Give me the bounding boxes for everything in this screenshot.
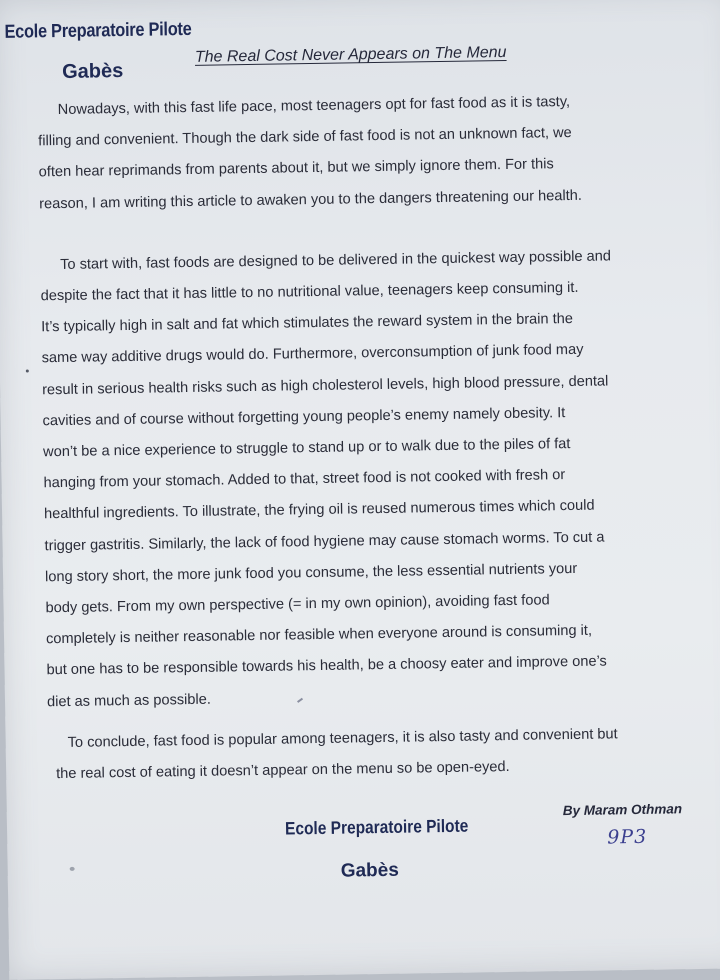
text-line: To start with, fast foods are designed to be delivered in the quickest way possible and — [60, 248, 612, 273]
text-line: won’t be a nice experience to struggle to stand up or to walk due to the piles of fat — [42, 436, 571, 461]
paragraph-intro — [38, 85, 680, 220]
text-line: To conclude, fast food is popular among teenagers, it is also tasty and convenient but — [67, 726, 618, 751]
paragraph-conclusion — [47, 718, 688, 790]
text-line: trigger gastritis. Similarly, the lack of food hygiene may cause stomach worms. To cut a — [44, 529, 605, 554]
footer-school-name: Ecole Preparatoire Pilote — [284, 815, 469, 839]
article-title: The Real Cost Never Appears on The Menu — [194, 43, 507, 66]
article-body — [38, 85, 689, 790]
text-line: result in serious health risks such as high cholesterol levels, high blood pressure, dental — [42, 373, 609, 398]
text-line: same way additive drugs would do. Furthermore, overconsumption of junk food may — [41, 342, 584, 367]
text-line: body gets. From my own perspective (= in my own opinion), avoiding fast food — [45, 592, 550, 617]
text-line: the real cost of eating it doesn’t appear on the menu so be open-eyed. — [56, 759, 510, 783]
text-line: but one has to be responsible towards his health, be a choosy eater and improve one’s — [46, 653, 607, 679]
margin-mark — [26, 369, 29, 372]
text-line: despite the fact that it has little to no nutritional value, teenagers keep consuming it. — [40, 279, 579, 305]
header-school-name: Ecole Preparatoire Pilote — [4, 18, 192, 43]
text-line: completely is neither reasonable nor feasible when everyone around is consuming it, — [45, 622, 593, 648]
footer-city: Gabès — [340, 859, 399, 882]
text-line: hanging from your stomach. Added to that, street food is not cooked with fresh or — [43, 467, 566, 492]
author-byline: By Maram Othman — [562, 801, 683, 819]
text-line: filling and convenient. Though the dark side of fast food is not an unknown fact, we — [38, 125, 572, 150]
paragraph-body — [40, 240, 687, 718]
text-line: cavities and of course without forgetting young people’s enemy namely obesity. It — [42, 404, 566, 430]
text-line: healthful ingredients. To illustrate, the frying oil is reused numerous times which could — [43, 498, 595, 523]
header-city: Gabès — [61, 59, 124, 83]
text-line: reason, I am writing this article to awaken you to the dangers threatening our health. — [39, 187, 582, 212]
text-line: diet as much as possible. — [46, 691, 211, 710]
text-line: It’s typically high in salt and fat which stimulates the reward system in the brain the — [41, 311, 574, 336]
text-line: often hear reprimands from parents about it, but we simply ignore them. For this — [38, 156, 554, 181]
text-line: Nowadays, with this fast life pace, most teenagers opt for fast food as it is tasty, — [57, 93, 571, 119]
margin-mark — [70, 867, 75, 871]
handwritten-class: 9P3 — [607, 825, 648, 849]
text-line: long story short, the more junk food you consume, the less essential nutrients your — [44, 560, 578, 586]
